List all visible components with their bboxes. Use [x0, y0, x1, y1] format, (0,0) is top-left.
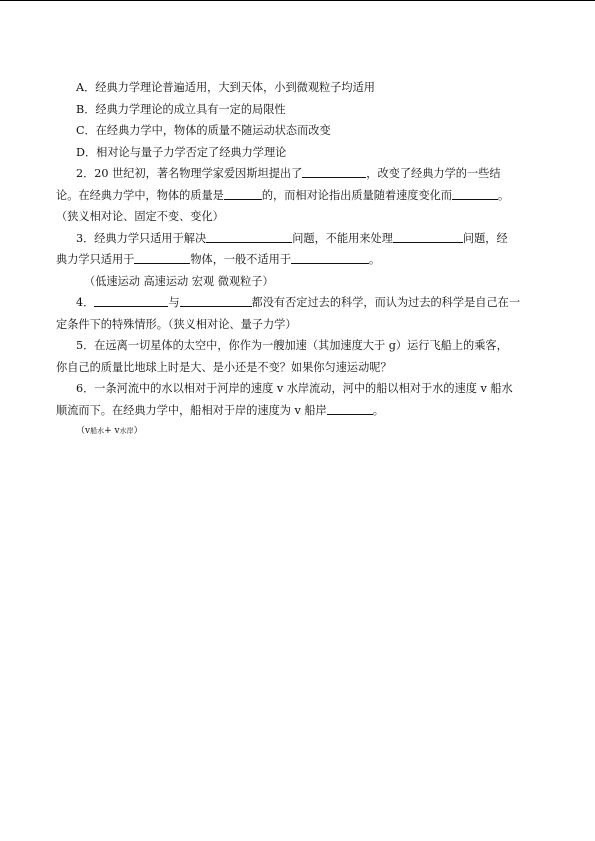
q4-text-1: 4．: [76, 296, 95, 309]
q3-text-2: 问题，不能用来处理: [292, 231, 393, 245]
question-6-line-2: [56, 400, 540, 422]
q2-text-5: 。: [498, 188, 510, 202]
q6-answer-close: ）: [133, 426, 143, 436]
answer-blank: [327, 401, 373, 415]
answer-blank: [302, 164, 366, 178]
answer-blank: [224, 186, 262, 200]
answer-blank: [180, 293, 252, 307]
q6-answer-plus: + v: [104, 426, 120, 436]
q6-answer-sub-2: 水岸: [119, 427, 134, 435]
document-body: [56, 77, 540, 443]
question-2-line-1: [56, 163, 540, 185]
question-5-line-2: 你自己的质量比地球上时是大、是小还是不变？如果你匀速运动呢？: [56, 360, 392, 374]
q6-answer-sub-1: 船水: [90, 427, 105, 435]
q2-text-2: ，改变了经典力学的一些结: [366, 167, 501, 180]
question-6-answer: [56, 421, 540, 443]
question-5-line-1: 5．在远离一切星体的太空中，你作为一艘加速（其加速度大于 g）运行飞船上的乘客，: [76, 339, 508, 352]
question-3-line-1: [56, 228, 540, 250]
q6-answer-open: （v: [76, 426, 91, 436]
q2-text-4: 的，而相对论指出质量随着速度变化而: [261, 188, 453, 202]
q4-text-3: 都没有否定过去的科学，而认为过去的科学是自己在一: [251, 296, 521, 309]
header-rule: [0, 0, 595, 1]
answer-blank: [452, 186, 498, 200]
question-4-line-1: [56, 292, 540, 314]
option-a: A．经典力学理论普遍适用，大到天体，小到微观粒子均适用: [76, 81, 375, 94]
q3-text-6: 。: [369, 253, 381, 266]
question-2-answer: （狭义相对论、固定不变、变化）: [56, 210, 224, 223]
q2-text-1: 2．20 世纪初，著名物理学家爱因斯坦提出了: [76, 167, 303, 180]
option-c: C．在经典力学中，物体的质量不随运动状态而改变: [76, 124, 331, 137]
option-b: B．经典力学理论的成立具有一定的局限性: [76, 102, 286, 116]
q6-text-2: 。: [372, 403, 384, 417]
question-3-line-2: [56, 249, 540, 271]
question-3-answer: （低速运动 高速运动 宏观 微观粒子）: [84, 274, 274, 288]
q3-text-1: 3．经典力学只适用于解决: [76, 231, 207, 245]
q4-text-2: 与: [168, 296, 180, 309]
answer-blank: [94, 293, 168, 307]
q3-text-3: 问题，经: [462, 231, 508, 245]
q6-text-1: 顺流而下。在经典力学中，船相对于岸的速度为 v 船岸: [56, 403, 327, 417]
q3-text-4: 典力学只适用于: [56, 253, 135, 266]
answer-blank: [134, 250, 190, 264]
question-4-line-2: 定条件下的特殊情形。（狭义相对论、量子力学）: [56, 317, 297, 331]
answer-blank: [291, 250, 369, 264]
q3-text-5: 物体，一般不适用于: [190, 253, 292, 266]
option-d: D．相对论与量子力学否定了经典力学理论: [76, 145, 287, 159]
answer-blank: [206, 229, 292, 243]
q2-text-3: 论。在经典力学中，物体的质量是: [56, 188, 224, 202]
question-6-line-1: 6．一条河流中的水以相对于河岸的速度 v 水岸流动，河中的船以相对于水的速度 v 船水: [76, 382, 513, 395]
answer-blank: [393, 229, 463, 243]
question-2-line-2: [56, 185, 540, 207]
